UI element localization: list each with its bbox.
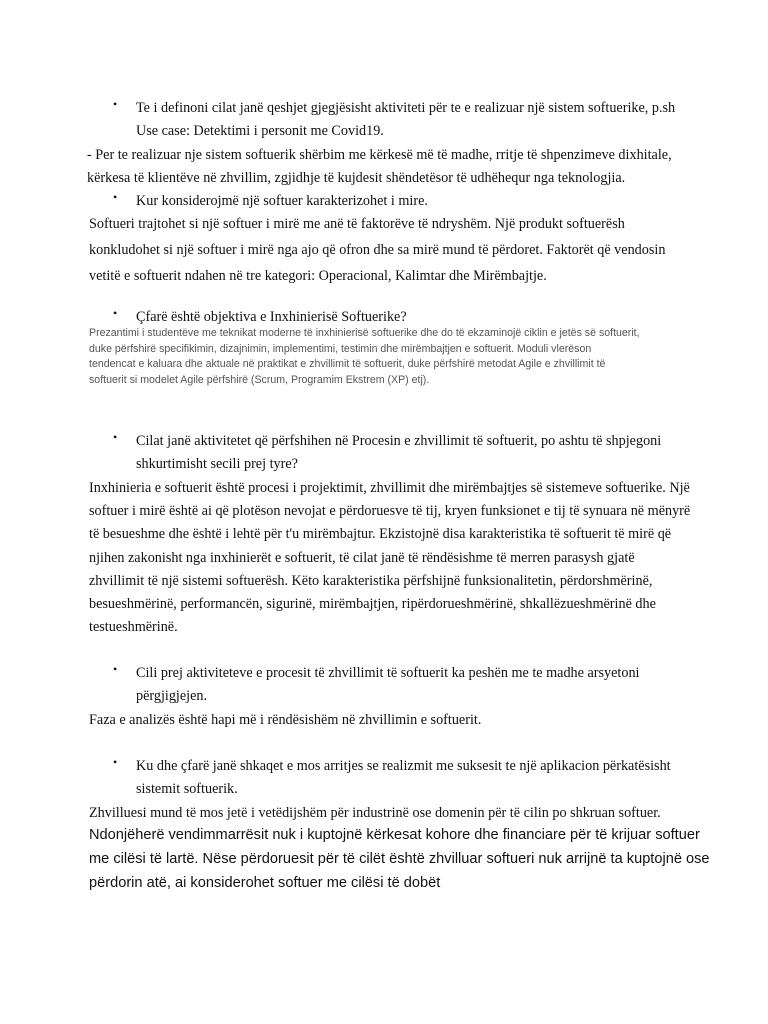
answer-2-line-3: vetitë e softuerit ndahen në tre kategori: Operacional, Kalimtar dhe Mirëmbajtje. — [89, 268, 547, 284]
question-2-line-1: Kur konsiderojmë një softuer karakterizohet i mire. — [136, 193, 428, 209]
answer-4-line-2: softuer i mirë është ai që plotëson nevojat e përdoruesve të tij, kryen funksionet e tij të synuara në mënyrë — [89, 503, 691, 520]
question-1-line-1: Te i definoni cilat janë qeshjet gjegjësisht aktiviteti për te e realizuar një sistem softuerike, p.sh — [136, 100, 676, 116]
question-5-line-1: Cili prej aktiviteteve e procesit të zhvillimit të softuerit ka peshën me te madhe arsyetoni — [136, 665, 640, 681]
answer-1-line-1: - Per te realizuar nje sistem softuerik shërbim me kërkesë më të madhe, rritje të shpenzimeve dixhitale, — [87, 147, 672, 163]
question-4-line-1: Cilat janë aktivitetet që përfshihen në Procesin e zhvillimit të softuerit, po ashtu të shpjegoni — [136, 433, 662, 449]
bullet-icon: • — [113, 306, 118, 320]
answer-4 — [89, 477, 689, 639]
answer-4-line-5: zhvillimit të një sistemi softuerësh. Këto karakteristika përfshijnë funksionalitetin, përdorshmërinë, — [89, 572, 653, 589]
answer-1-line-2: kërkesa të klientëve në zhvillim, zgjidhje të kujdesit shëndetësor të udhëhequr nga teknologjia. — [87, 170, 626, 186]
answer-6-line-2: Ndonjëherë vendimmarrësit nuk i kuptojnë kërkesat kohore dhe financiare për të krijuar softuer — [89, 827, 700, 843]
bullet-icon: • — [113, 662, 118, 676]
answer-3 — [89, 326, 689, 388]
answer-6-continued — [89, 823, 710, 895]
answer-4-line-3: të besueshme dhe është i lehtë për t'u mirëmbajtur. Ekzistojnë disa karakteristika të softuerit të mirë që — [89, 526, 672, 543]
answer-1 — [87, 144, 687, 190]
bullet-icon: • — [113, 430, 118, 444]
question-6-line-1: Ku dhe çfarë janë shkaqet e mos arritjes se realizmit me suksesit te një aplikacion përkatësisht — [136, 758, 671, 774]
answer-6-line-4: përdorin atë, ai konsiderohet softuer me cilësi të dobët — [89, 875, 441, 891]
answer-3-line-1: Prezantimi i studentëve me teknikat moderne të inxhinierisë softuerike dhe do të ekzaminojë ciklin e jetës së softuerit, — [89, 327, 640, 339]
answer-2-line-1: Softueri trajtohet si një softuer i mirë me anë të faktorëve të ndryshëm. Një produkt softuerësh — [89, 216, 625, 232]
answer-2-line-2: konkludohet si një softuer i mirë nga ajo që ofron dhe sa mirë mund të përdoret. Faktorët që vendosin — [89, 242, 666, 258]
answer-3-line-2: duke përfshirë specifikimin, dizajnimin, implementimi, testimin dhe mirëmbajtjen e softuerit. Moduli vlerëson — [89, 342, 592, 355]
answer-4-line-4: njihen zakonisht nga inxhinierët e softuerit, të cilat janë të rëndësishme të merren parasysh gjatë — [89, 549, 635, 566]
answer-4-line-7: testueshmërinë. — [89, 619, 178, 636]
question-3-line-1: Çfarë është objektiva e Inxhinierisë Softuerike? — [136, 309, 407, 325]
answer-5 — [89, 709, 689, 732]
question-4-line-2: shkurtimisht secili prej tyre? — [136, 456, 298, 472]
answer-6 — [89, 802, 689, 825]
bullet-icon: • — [113, 190, 118, 204]
answer-3-line-4: softuerit si modelet Agile përfshirë (Scrum, Programim Ekstrem (XP) etj). — [89, 373, 430, 386]
answer-4-line-6: besueshmërinë, performancën, sigurinë, mirëmbajtjen, ripërdorueshmërinë, shkallëzueshmërinë dhe — [89, 596, 656, 613]
answer-6-line-1: Zhvilluesi mund të mos jetë i vetëdijshëm për industrinë ose domenin për të cilin po shkruan softuer. — [89, 805, 661, 821]
answer-6-line-3: me cilësi të lartë. Nëse përdoruesit për të cilët është zhvilluar softueri nuk arrijnë ta kuptojnë ose — [89, 851, 710, 867]
answer-4-line-1: Inxhinieria e softuerit është procesi i projektimit, zhvillimit dhe mirëmbajtjes së sistemeve softuerike. Një — [89, 480, 690, 496]
question-5-line-2: përgjigjejen. — [136, 688, 208, 704]
question-6-line-2: sistemit softuerik. — [136, 781, 238, 797]
question-1-line-2: Use case: Detektimi i personit me Covid19. — [136, 123, 384, 139]
bullet-icon: • — [113, 97, 118, 111]
answer-5-line-1: Faza e analizës është hapi më i rëndësishëm në zhvillimin e softuerit. — [89, 712, 482, 728]
answer-3-line-3: tendencat e kaluara dhe aktuale në praktikat e zhvillimit të softuerit, duke përfshirë metodat Agile e zhvillimit të — [89, 358, 606, 370]
answer-2 — [89, 211, 689, 289]
bullet-icon: • — [113, 755, 118, 769]
